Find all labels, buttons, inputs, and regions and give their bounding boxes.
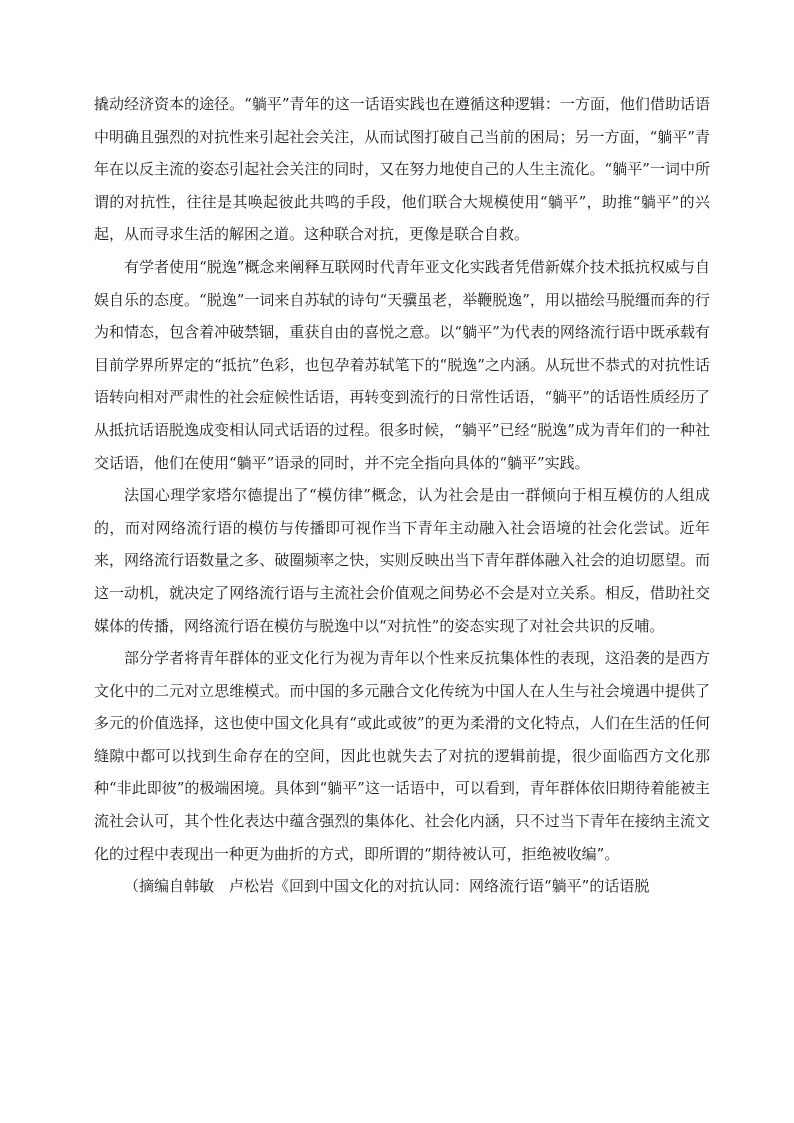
paragraph-3: 法国心理学家塔尔德提出了“模仿律”概念，认为社会是由一群倾向于相互模仿的人组成的，而对网络流行语的模仿与传播即可视作当下青年主动融入社会语境的社会化尝试。近年来，网络流行语数量之多、破圈频率之快，实则反映出当下青年群体融入社会的迫切愿望。而这一动机，就决定了网络流行语与主流社会价值观之间势必不会是对立关系。相反，借助社交媒体的传播，网络流行语在模仿与脱逸中以“对抗性”的姿态实现了对社会共识的反哺。 <box>94 486 710 635</box>
paragraph-2: 有学者使用“脱逸”概念来阐释互联网时代青年亚文化实践者凭借新媒介技术抵抗权威与自娱自乐的态度。“脱逸”一词来自苏轼的诗句“天骥虽老，举鞭脱逸”，用以描绘马脱缰而奔的行为和情态，包含着冲破禁锢，重获自由的喜悦之意。以“躺平”为代表的网络流行语中既承载有目前学界所界定的“抵抗”色彩，也包孕着苏轼笔下的“脱逸”之内涵。从玩世不恭式的对抗性话语转向相对严肃性的社会症候性话语，再转变到流行的日常性话语，“躺平”的话语性质经历了从抵抗话语脱逸成变相认同式话语的过程。很多时候，“躺平”已经“脱逸”成为青年们的一种社交话语，他们在使用“躺平”语录的同时，并不完全指向具体的“躺平”实践。 <box>94 257 710 472</box>
paragraph-4: 部分学者将青年群体的亚文化行为视为青年以个性来反抗集体性的表现，这沿袭的是西方文化中的二元对立思维模式。而中国的多元融合文化传统为中国人在人生与社会境遇中提供了多元的价值选择，这也使中国文化具有“或此或彼”的更为柔滑的文化特点，人们在生活的任何缝隙中都可以找到生命存在的空间，因此也就失去了对抗的逻辑前提，很少面临西方文化那种“非此即彼”的极端困境。具体到“躺平”这一话语中，可以看到，青年群体依旧期待着能被主流社会认可，其个性化表达中蕴含强烈的集体化、社会化内涵，只不过当下青年在接纳主流文化的过程中表现出一种更为曲折的方式，即所谓的“期待被认可，拒绝被收编”。 <box>94 649 710 863</box>
source-citation: （摘编自韩敏 卢松岩《回到中国文化的对抗认同：网络流行语“躺平”的话语脱 <box>124 877 650 896</box>
paragraph-1: 撬动经济资本的途径。“躺平”青年的这一话语实践也在遵循这种逻辑：一方面，他们借助话语中明确且强烈的对抗性来引起社会关注，从而试图打破自己当前的困局；另一方面，“躺平”青年在以反主流的姿态引起社会关注的同时，又在努力地使自己的人生主流化。“躺平”一词中所谓的对抗性，往往是其唤起彼此共鸣的手段，他们联合大规模使用“躺平”，助推“躺平”的兴起，从而寻求生活的解困之道。这种联合对抗，更像是联合自救。 <box>94 95 710 244</box>
document-page <box>94 88 710 903</box>
